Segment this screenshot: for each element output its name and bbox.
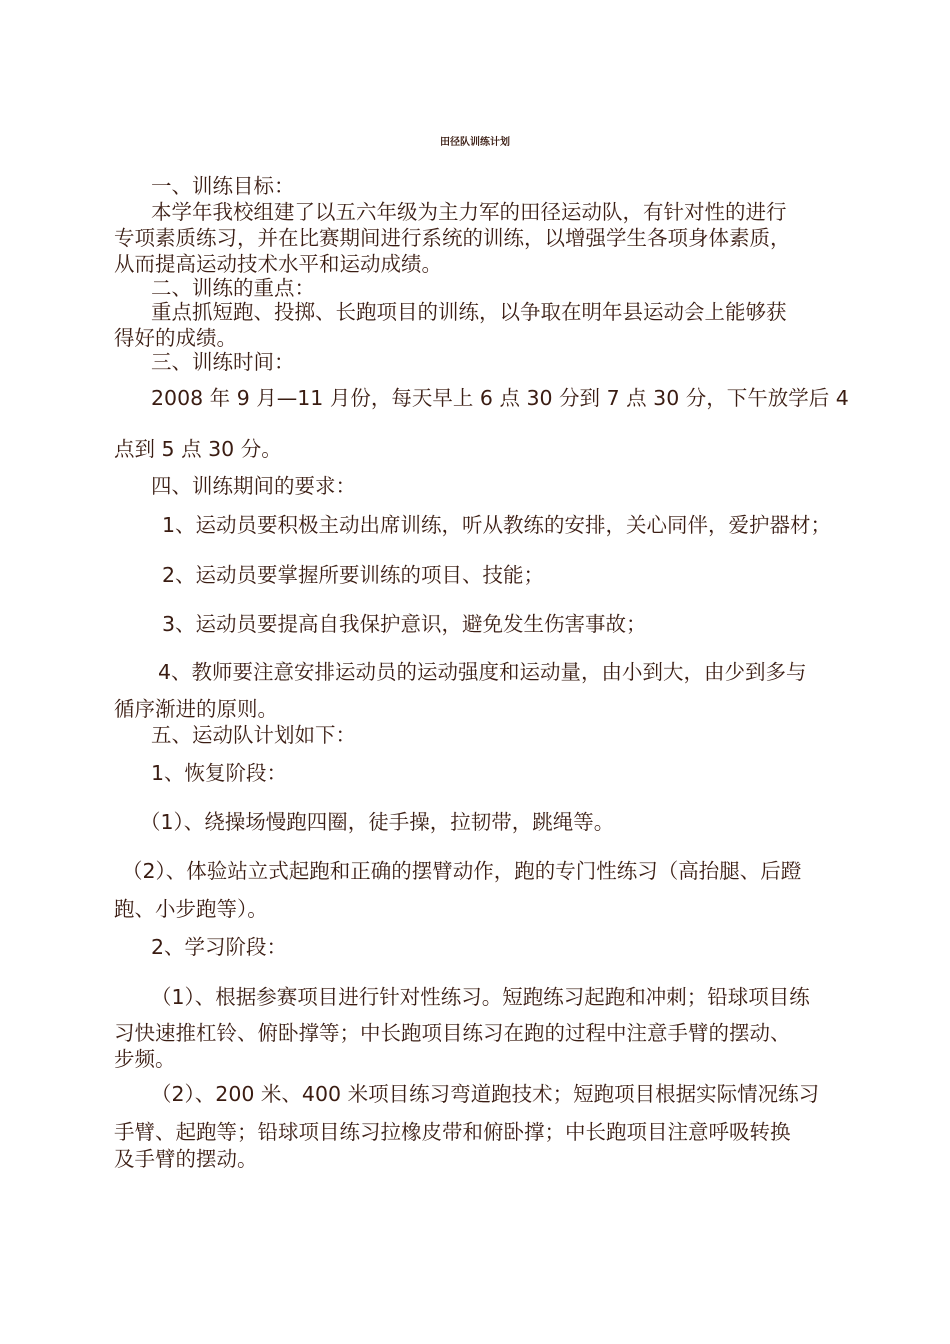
stage2-item-continued: 手臂、起跑等；铅球项目练习拉橡皮带和俯卧撑；中长跑项目注意呼吸转换: [114, 1120, 791, 1144]
stage1-item-continued: 跑、小步跑等）。: [114, 897, 268, 921]
focus-heading: 二、训练的重点：: [151, 276, 315, 300]
stage2-heading: 2、学习阶段：: [151, 935, 288, 959]
goal-text-line: 专项素质练习，并在比赛期间进行系统的训练，以增强学生各项身体素质，: [114, 226, 791, 250]
goal-text-line: 本学年我校组建了以五六年级为主力军的田径运动队，有针对性的进行: [151, 200, 787, 224]
requirements-heading: 四、训练期间的要求：: [151, 474, 356, 498]
stage1-item: （1）、绕操场慢跑四圈，徒手操，拉韧带，跳绳等。: [140, 810, 615, 834]
focus-text-line: 重点抓短跑、投掷、长跑项目的训练，以争取在明年县运动会上能够获: [151, 300, 787, 324]
time-text-line: 点到 5 点 30 分。: [114, 437, 282, 461]
stage1-item: （2）、体验站立式起跑和正确的摆臂动作，跑的专门性练习（高抬腿、后蹬: [122, 859, 802, 883]
stage1-heading: 1、恢复阶段：: [151, 761, 288, 785]
goal-heading: 一、训练目标：: [151, 174, 295, 198]
time-text-line: 2008 年 9 月—11 月份，每天早上 6 点 30 分到 7 点 30 分，下午放学后 4: [151, 386, 849, 410]
stage2-item: （1）、根据参赛项目进行针对性练习。短跑练习起跑和冲刺；铅球项目练: [151, 985, 810, 1009]
requirement-item: 3、运动员要提高自我保护意识，避免发生伤害事故；: [162, 612, 647, 636]
stage2-item-continued: 步频。: [114, 1047, 176, 1071]
time-heading: 三、训练时间：: [151, 350, 295, 374]
plan-heading: 五、运动队计划如下：: [151, 723, 356, 747]
stage2-item-continued: 习快速推杠铃、俯卧撑等；中长跑项目练习在跑的过程中注意手臂的摆动、: [114, 1021, 791, 1045]
requirement-item: 2、运动员要掌握所要训练的项目、技能；: [162, 563, 545, 587]
page-title: 田径队训练计划: [440, 137, 510, 148]
stage2-item: （2）、200 米、400 米项目练习弯道跑技术；短跑项目根据实际情况练习: [151, 1082, 820, 1106]
requirement-item: 4、教师要注意安排运动员的运动强度和运动量，由小到大，由少到多与: [158, 660, 807, 684]
stage2-item-continued: 及手臂的摆动。: [114, 1147, 258, 1171]
requirement-item-continued: 循序渐进的原则。: [114, 697, 278, 721]
goal-text-line: 从而提高运动技术水平和运动成绩。: [114, 252, 442, 276]
focus-text-line: 得好的成绩。: [114, 326, 237, 350]
requirement-item: 1、运动员要积极主动出席训练，听从教练的安排，关心同伴，爱护器材；: [162, 513, 832, 537]
